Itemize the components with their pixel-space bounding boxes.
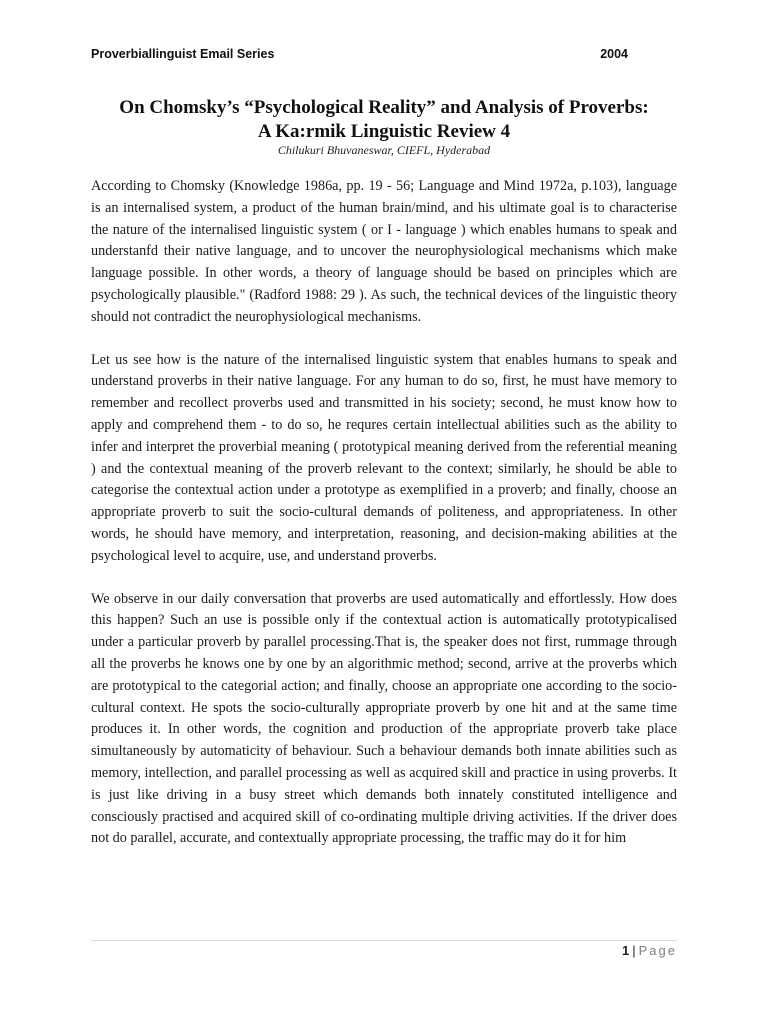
paragraph-3: We observe in our daily conversation that proverbs are used automatically and effortlessly. How does this happen? Such an use is possible only if the contextual action is automatically prototypicalised under a particular proverb by parallel processing.That is, the speaker does not first, rummage through all the proverbs he knows one by one by an algorithmic method; second, arrive at the proverbs which are prototypical to the categorial action; and finally, choose an appropriate one according to the socio-cultural context. He spots the socio-culturally appropriate proverb by one hit and at the same time produces it. In other words, the cognition and production of the appropriate proverb take place simultaneously by automaticity of behaviour. Such a behaviour demands both innate abilities such as memory, intellection, and parallel processing as well as acquired skill and practice in using proverbs. It is just like driving in a busy street which demands both innately constituted intelligence and consciously practised and acquired skill of co-ordinating multiple driving activities. If the driver does not do parallel, accurate, and contextually appropriate processing, the traffic may do it for him — [91, 590, 677, 847]
title-line-2: A Ka:rmik Linguistic Review 4 — [257, 121, 511, 142]
page-number: 1 — [622, 943, 630, 958]
series-name: Proverbiallinguist Email Series — [91, 47, 275, 61]
author-line: Chilukuri Bhuvaneswar, CIEFL, Hyderabad — [277, 143, 491, 157]
page-label: Page — [638, 943, 677, 958]
document-title — [60, 96, 708, 144]
page-footer — [622, 943, 677, 958]
paragraph-1: According to Chomsky (Knowledge 1986a, pp. 19 - 56; Language and Mind 1972a, p.103), language is an internalised system, a product of the human brain/mind, and his ultimate goal is to characterise the nature of the internalised linguistic system ( or I - language ) which enables humans to speak and understanfd their native language, and to uncover the neurophysiological mechanisms which make language possible. In other words, a theory of language should be based on principles which are psychologically plausible." (Radford 1988: 29 ). As such, the technical devices of the linguistic theory should not contradict the neurophysiological mechanisms. — [91, 178, 677, 325]
header-year: 2004 — [600, 47, 628, 61]
title-line-1: On Chomsky’s “Psychological Reality” and Analysis of Proverbs: — [119, 97, 649, 118]
document-body — [91, 176, 677, 871]
footer-separator: | — [632, 943, 636, 958]
paragraph-2: Let us see how is the nature of the internalised linguistic system that enables humans to speak and understand proverbs in their native language. For any human to do so, first, he must have memory to remember and recollect proverbs used and transmitted in his society; second, he must know how to apply and comprehend them - to do so, he requres certain intellectual abilities such as the ability to infer and interpret the proverbial meaning ( prototypical meaning derived from the referential meaning ) and the contextual meaning of the proverb relevant to the context; similarly, he should be able to categorise the contextual action under a prototype as exemplified in a proverb; and finally, choose an appropriate proverb to suit the socio-cultural demands of politeness, and appropriateness. In other words, he should have memory, and interpretation, reasoning, and decision-making abilities at the psychological level to acquire, use, and understand proverbs. — [91, 351, 677, 564]
page-header — [91, 47, 628, 61]
footer-divider — [91, 940, 677, 941]
